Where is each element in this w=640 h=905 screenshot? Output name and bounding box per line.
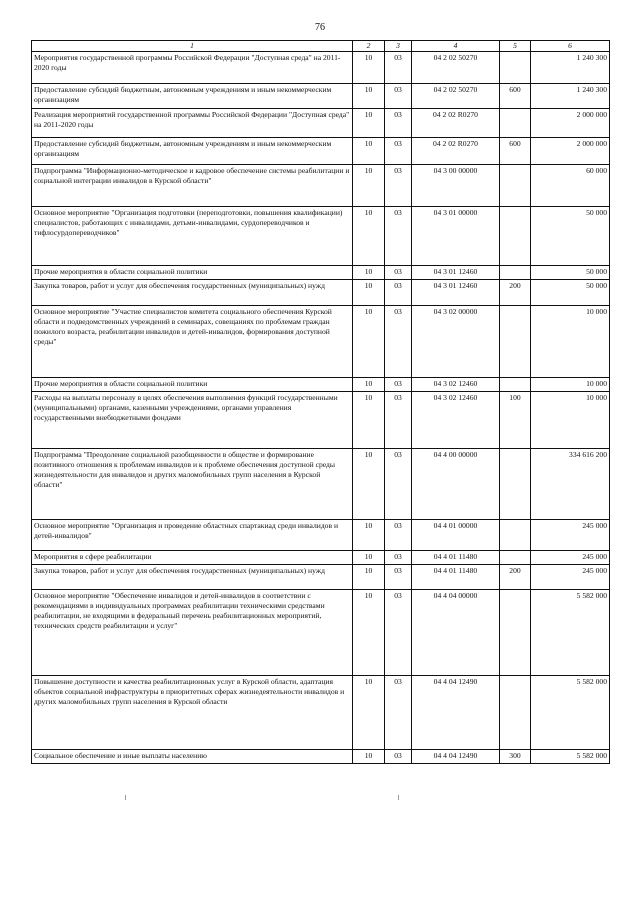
row-expense-type: [500, 378, 531, 392]
row-subsection: 03: [385, 520, 412, 551]
row-section: 10: [353, 306, 385, 378]
table-row: [32, 590, 610, 676]
row-subsection: 03: [385, 84, 412, 109]
table-row: [32, 207, 610, 266]
row-section: 10: [353, 280, 385, 306]
row-target-code: 04 2 02 50270: [412, 84, 500, 109]
table-row: [32, 676, 610, 750]
row-expense-type: 100: [500, 392, 531, 449]
row-name: Реализация мероприятий государственной программы Российской Федерации "Доступная среда" на 2011-2020 годы: [32, 109, 353, 138]
row-subsection: 03: [385, 207, 412, 266]
row-name: Основное мероприятие "Организация и проведение областных спартакиад среди инвалидов и детей-инвалидов": [32, 520, 353, 551]
table-row: [32, 138, 610, 165]
row-section: 10: [353, 378, 385, 392]
row-expense-type: 600: [500, 84, 531, 109]
row-expense-type: [500, 676, 531, 750]
row-section: 10: [353, 676, 385, 750]
table-row: [32, 280, 610, 306]
row-expense-type: [500, 52, 531, 84]
table-row: [32, 551, 610, 565]
row-target-code: 04 3 01 12460: [412, 280, 500, 306]
row-name: Мероприятия в сфере реабилитации: [32, 551, 353, 565]
row-subsection: 03: [385, 590, 412, 676]
table-row: [32, 109, 610, 138]
row-amount: 1 240 300: [531, 52, 610, 84]
row-amount: 50 000: [531, 266, 610, 280]
row-subsection: 03: [385, 565, 412, 590]
row-expense-type: [500, 109, 531, 138]
row-subsection: 03: [385, 266, 412, 280]
row-target-code: 04 4 04 12490: [412, 750, 500, 764]
table-row: [32, 392, 610, 449]
row-amount: 245 000: [531, 551, 610, 565]
row-name: Предоставление субсидий бюджетным, автономным учреждениям и иным некоммерческим организациям: [32, 138, 353, 165]
row-section: 10: [353, 750, 385, 764]
row-name: Прочие мероприятия в области социальной политики: [32, 378, 353, 392]
table-row: [32, 306, 610, 378]
table-row: [32, 266, 610, 280]
row-amount: 5 582 000: [531, 750, 610, 764]
table-row: [32, 84, 610, 109]
row-target-code: 04 3 00 00000: [412, 165, 500, 207]
header-col-3: 3: [385, 41, 412, 52]
table-row: [32, 520, 610, 551]
row-target-code: 04 4 04 00000: [412, 590, 500, 676]
row-section: 10: [353, 165, 385, 207]
row-section: 10: [353, 138, 385, 165]
row-section: 10: [353, 207, 385, 266]
scan-mark: [398, 795, 399, 800]
row-name: Подпрограмма "Преодоление социальной разобщенности в обществе и формирование позитивного отношения к проблемам инвалидов и к проблеме обеспечения доступной среды жизнедеятельности для инвалидов и других маломобильных групп населения в Курской области": [32, 449, 353, 520]
row-expense-type: [500, 590, 531, 676]
row-expense-type: [500, 520, 531, 551]
row-target-code: 04 4 01 11480: [412, 565, 500, 590]
row-section: 10: [353, 449, 385, 520]
header-col-1: 1: [32, 41, 353, 52]
row-target-code: 04 2 02 50270: [412, 52, 500, 84]
table-row: [32, 750, 610, 764]
row-target-code: 04 3 02 12460: [412, 392, 500, 449]
page-number: 76: [315, 22, 325, 33]
row-target-code: 04 4 01 11480: [412, 551, 500, 565]
row-subsection: 03: [385, 392, 412, 449]
row-target-code: 04 4 04 12490: [412, 676, 500, 750]
row-expense-type: [500, 551, 531, 565]
row-subsection: 03: [385, 676, 412, 750]
row-target-code: 04 4 01 00000: [412, 520, 500, 551]
row-expense-type: 200: [500, 280, 531, 306]
table-row: [32, 52, 610, 84]
row-expense-type: [500, 306, 531, 378]
row-name: Закупка товаров, работ и услуг для обеспечения государственных (муниципальных) нужд: [32, 280, 353, 306]
row-section: 10: [353, 392, 385, 449]
header-col-2: 2: [353, 41, 385, 52]
row-section: 10: [353, 590, 385, 676]
row-amount: 245 000: [531, 565, 610, 590]
row-section: 10: [353, 109, 385, 138]
row-name: Основное мероприятие "Участие специалистов комитета социального обеспечения Курской области и подведомственных учреждений в семинарах, совещаниях по проблемам граждан пожилого возраста, реабилитации инвалидов и детей-инвалидов, формирования доступной среды": [32, 306, 353, 378]
row-amount: 10 000: [531, 378, 610, 392]
row-target-code: 04 3 02 12460: [412, 378, 500, 392]
row-name: Социальное обеспечение и иные выплаты населению: [32, 750, 353, 764]
row-amount: 5 582 000: [531, 676, 610, 750]
row-target-code: 04 2 02 R0270: [412, 138, 500, 165]
row-name: Основное мероприятие "Организация подготовки (переподготовки, повышения квалификации) специалистов, работающих с инвалидами, детьми-инвалидами, сурдопереводчиков и тифлосурдопереводчиков": [32, 207, 353, 266]
table-row: [32, 449, 610, 520]
row-section: 10: [353, 84, 385, 109]
row-expense-type: [500, 207, 531, 266]
row-name: Закупка товаров, работ и услуг для обеспечения государственных (муниципальных) нужд: [32, 565, 353, 590]
row-subsection: 03: [385, 109, 412, 138]
row-amount: 50 000: [531, 207, 610, 266]
row-name: Основное мероприятие "Обеспечение инвалидов и детей-инвалидов в соответствии с рекомендациями в индивидуальных программах реабилитации техническими средствами реабилитации, не входящими в федеральный перечень реабилитационных мероприятий, технических средств реабилитации и услуг": [32, 590, 353, 676]
row-subsection: 03: [385, 165, 412, 207]
row-target-code: 04 2 02 R0270: [412, 109, 500, 138]
row-amount: 334 616 200: [531, 449, 610, 520]
scan-marks: [0, 795, 640, 805]
row-expense-type: 600: [500, 138, 531, 165]
row-name: Прочие мероприятия в области социальной политики: [32, 266, 353, 280]
row-section: 10: [353, 266, 385, 280]
row-section: 10: [353, 551, 385, 565]
table-row: [32, 378, 610, 392]
row-amount: 2 000 000: [531, 109, 610, 138]
row-amount: 1 240 300: [531, 84, 610, 109]
row-expense-type: 300: [500, 750, 531, 764]
header-col-6: 6: [531, 41, 610, 52]
row-expense-type: [500, 266, 531, 280]
row-target-code: 04 3 01 12460: [412, 266, 500, 280]
row-subsection: 03: [385, 306, 412, 378]
row-section: 10: [353, 52, 385, 84]
header-col-4: 4: [412, 41, 500, 52]
table-row: [32, 165, 610, 207]
row-subsection: 03: [385, 138, 412, 165]
row-name: Предоставление субсидий бюджетным, автономным учреждениям и иным некоммерческим организациям: [32, 84, 353, 109]
header-col-5: 5: [500, 41, 531, 52]
budget-table: [31, 40, 610, 764]
row-amount: 50 000: [531, 280, 610, 306]
row-name: Повышение доступности и качества реабилитационных услуг в Курской области, адаптация объектов социальной инфраструктуры в приоритетных сферах жизнедеятельности инвалидов и других маломобильных групп населения в Курской области: [32, 676, 353, 750]
row-section: 10: [353, 565, 385, 590]
row-target-code: 04 3 01 00000: [412, 207, 500, 266]
row-amount: 2 000 000: [531, 138, 610, 165]
row-amount: 10 000: [531, 392, 610, 449]
row-expense-type: [500, 165, 531, 207]
row-subsection: 03: [385, 52, 412, 84]
row-expense-type: [500, 449, 531, 520]
row-name: Подпрограмма "Информационно-методическое и кадровое обеспечение системы реабилитации и социальной интеграции инвалидов в Курской области": [32, 165, 353, 207]
row-subsection: 03: [385, 750, 412, 764]
row-target-code: 04 4 00 00000: [412, 449, 500, 520]
row-subsection: 03: [385, 449, 412, 520]
row-name: Расходы на выплаты персоналу в целях обеспечения выполнения функций государственными (муниципальными) органами, казенными учреждениями, органами управления государственными внебюджетными фондами: [32, 392, 353, 449]
row-section: 10: [353, 520, 385, 551]
row-amount: 245 000: [531, 520, 610, 551]
row-subsection: 03: [385, 378, 412, 392]
table-header-row: [32, 41, 610, 52]
row-amount: 60 000: [531, 165, 610, 207]
scan-mark: [125, 795, 126, 800]
row-amount: 5 582 000: [531, 590, 610, 676]
table-row: [32, 565, 610, 590]
row-subsection: 03: [385, 551, 412, 565]
row-subsection: 03: [385, 280, 412, 306]
row-amount: 10 000: [531, 306, 610, 378]
row-target-code: 04 3 02 00000: [412, 306, 500, 378]
row-expense-type: 200: [500, 565, 531, 590]
row-name: Мероприятия государственной программы Российской Федерации "Доступная среда" на 2011-2020 годы: [32, 52, 353, 84]
